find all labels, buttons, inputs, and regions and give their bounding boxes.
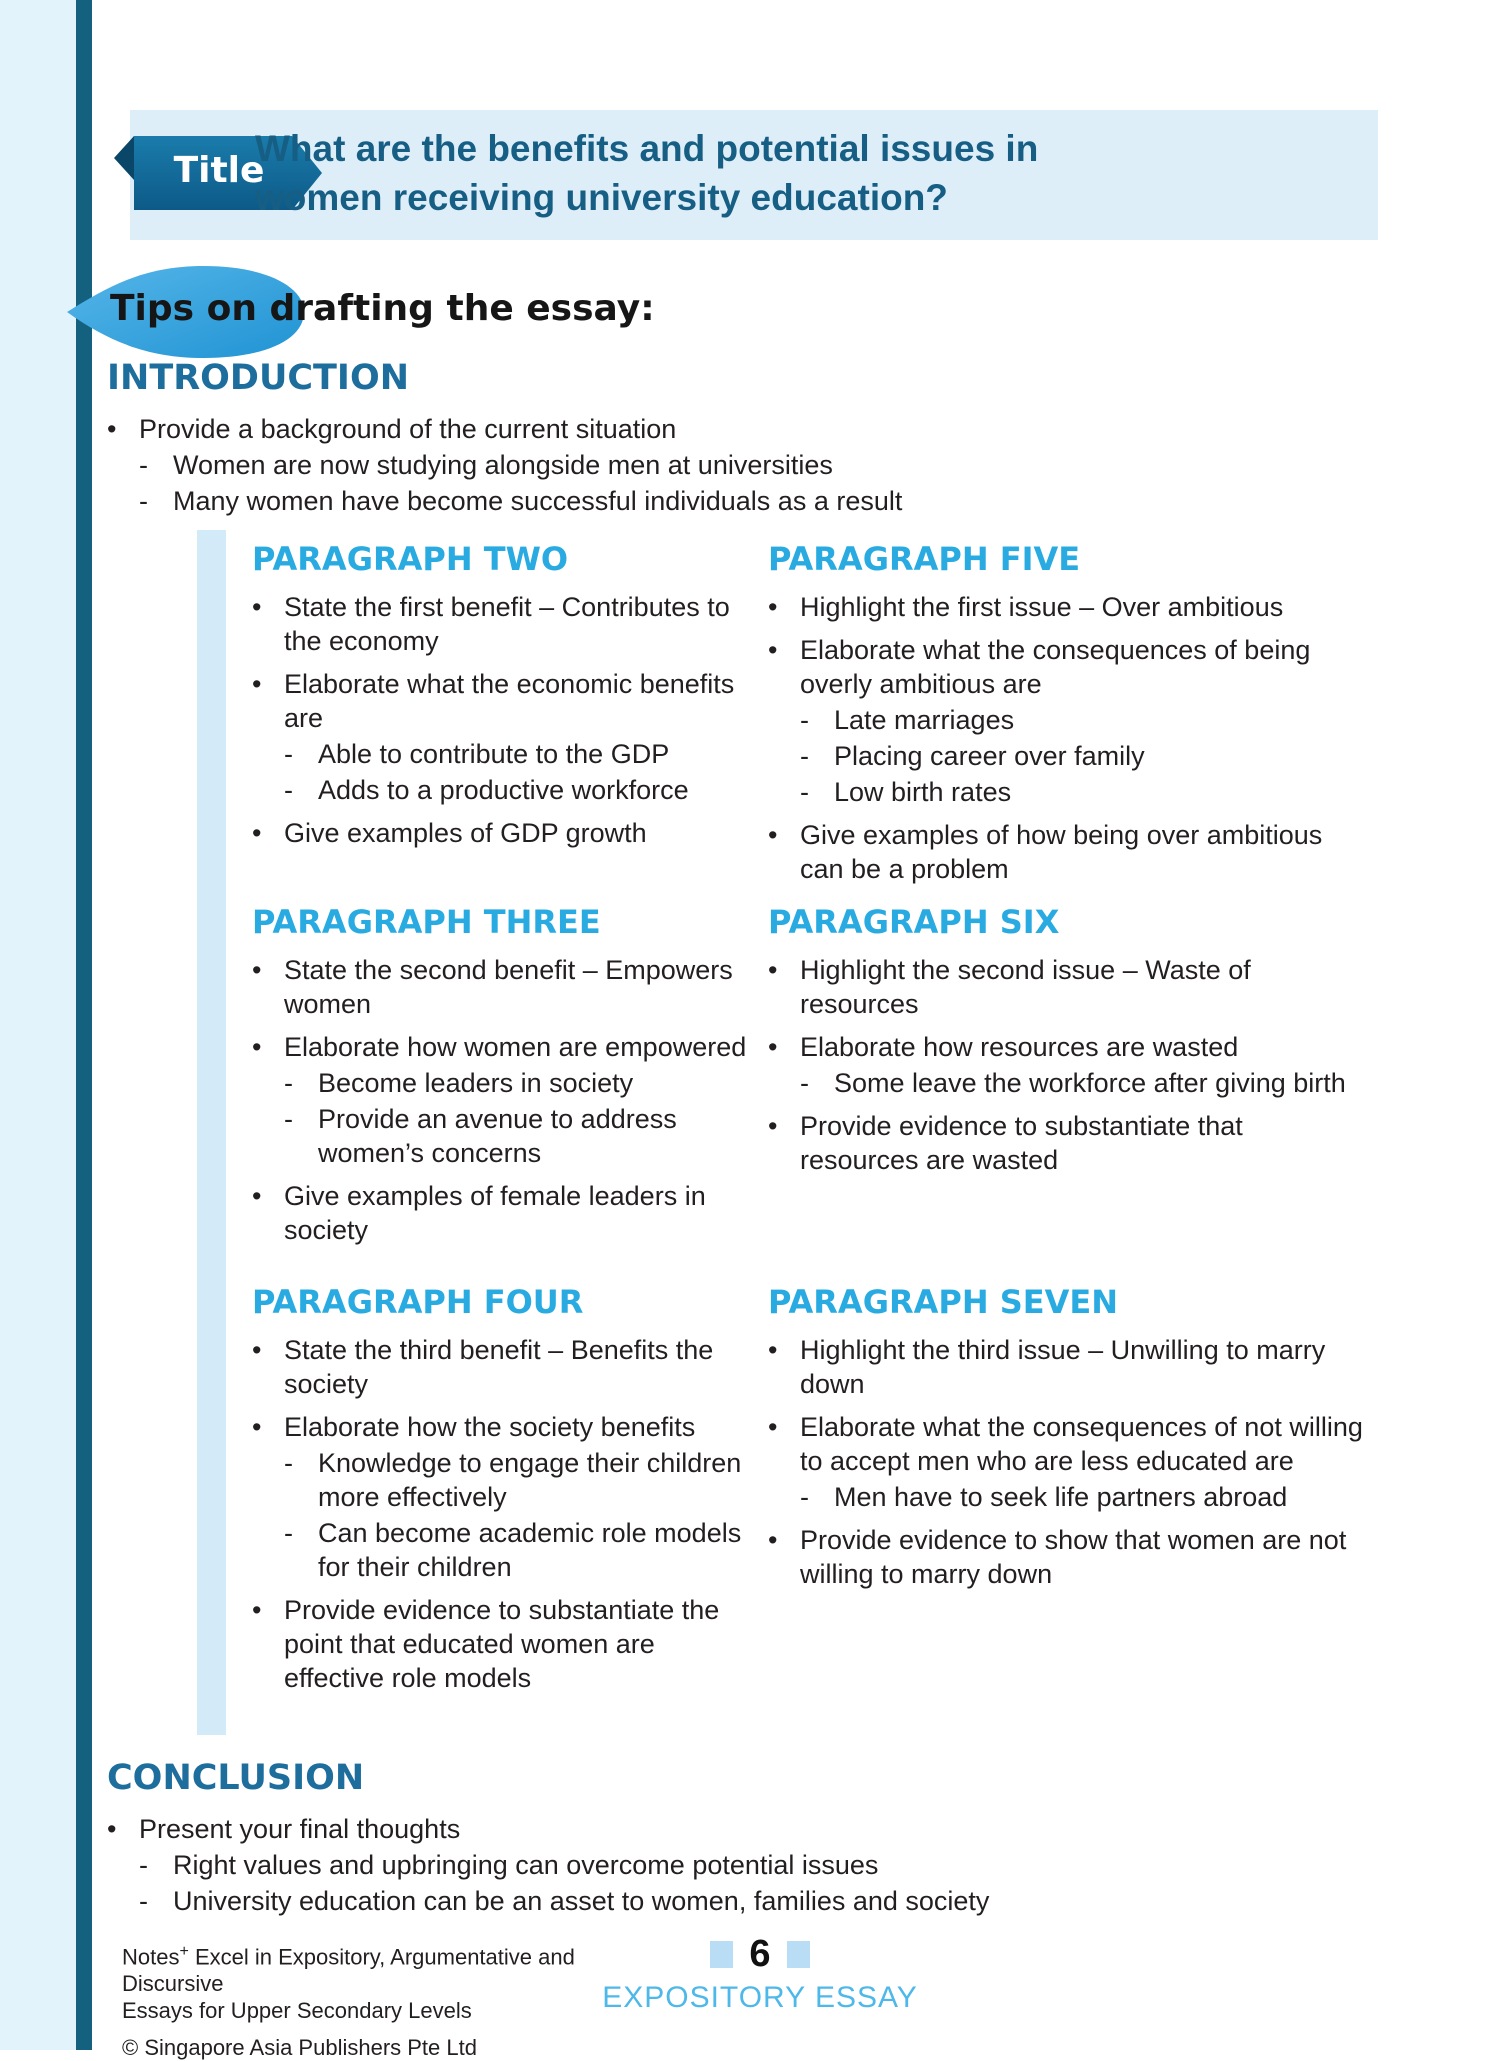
sub-text: - Adds to a productive workforce <box>318 775 689 805</box>
sub-text: - Knowledge to engage their children more effectively <box>318 1448 742 1512</box>
footer-book-info <box>122 1938 622 2061</box>
introduction-heading: INTRODUCTION <box>107 358 409 398</box>
page-number-square-left <box>710 1941 733 1968</box>
bullet-text: • Elaborate how women are empowered <box>284 1032 747 1062</box>
footer-book-title-line2: Essays for Upper Secondary Levels <box>122 1998 472 2024</box>
bullet-item <box>252 953 754 1021</box>
column-accent-bar <box>197 530 226 1735</box>
bullet-text: • Present your final thoughts <box>139 1814 461 1844</box>
conclusion-bullet <box>107 1812 1427 1918</box>
sub-text: - Many women have become successful individuals as a result <box>173 486 903 516</box>
sub-item <box>284 1516 754 1584</box>
sub-item <box>284 737 754 771</box>
conclusion-heading: CONCLUSION <box>107 1758 365 1798</box>
essay-title <box>255 124 1038 222</box>
bullet-item <box>252 1593 754 1695</box>
bullet-text: • Give examples of GDP growth <box>284 818 647 848</box>
sub-text: - Low birth rates <box>834 777 1012 807</box>
sub-text: - Men have to seek life partners abroad <box>834 1482 1288 1512</box>
bullet-item <box>768 953 1368 1021</box>
sub-item <box>800 739 1368 773</box>
sub-item <box>284 1066 754 1100</box>
bullet-item <box>768 1333 1388 1401</box>
title-banner <box>130 110 1378 240</box>
sub-text: - Able to contribute to the GDP <box>318 739 670 769</box>
sub-text: - Women are now studying alongside men at universities <box>173 450 833 480</box>
title-ribbon-label: Title <box>173 150 265 191</box>
footer-book-title <box>122 1938 622 1997</box>
section-paragraph-two <box>252 540 754 859</box>
bullet-text: • Highlight the first issue – Over ambitious <box>800 592 1284 622</box>
bullet-text: • State the second benefit – Empowers women <box>284 955 733 1019</box>
sub-text: - Can become academic role models for their children <box>318 1518 742 1582</box>
paragraph-seven-heading: PARAGRAPH SEVEN <box>768 1283 1119 1321</box>
tips-word: Tips <box>110 288 195 329</box>
footer-book-rest: Excel in Expository, Argumentative and Discursive <box>122 1944 575 1997</box>
bullet-item <box>768 1109 1368 1177</box>
bullet-item <box>252 590 754 658</box>
bullet-text: • Provide a background of the current situation <box>139 414 677 444</box>
sub-item <box>800 1066 1368 1100</box>
bullet-text: • Elaborate how the society benefits <box>284 1412 696 1442</box>
bullet-item <box>252 816 754 850</box>
sub-text: - Late marriages <box>834 705 1015 735</box>
bullet-item <box>252 667 754 807</box>
bullet-item <box>252 1179 754 1247</box>
paragraph-four-heading: PARAGRAPH FOUR <box>252 1283 584 1321</box>
series-label: EXPOSITORY ESSAY <box>602 1981 918 2014</box>
bullet-text: • Give examples of female leaders in society <box>284 1181 706 1245</box>
sub-text: - Provide an avenue to address women’s concerns <box>318 1104 677 1168</box>
page-number: 6 <box>749 1933 771 1975</box>
bullet-text: • Provide evidence to substantiate the point that educated women are effective role models <box>284 1595 720 1693</box>
section-conclusion <box>107 1758 1427 1927</box>
section-paragraph-seven <box>768 1283 1388 1600</box>
sub-item <box>139 1848 1427 1882</box>
footer-page-block <box>590 1933 930 2015</box>
bullet-text: • Elaborate what the consequences of being overly ambitious are <box>800 635 1311 699</box>
bullet-item <box>252 1333 754 1401</box>
essay-title-line2: women receiving university education? <box>255 177 948 218</box>
paragraph-six-heading: PARAGRAPH SIX <box>768 903 1060 941</box>
tips-rest: on drafting the essay: <box>194 288 655 329</box>
page-number-square-right <box>787 1941 810 1968</box>
bullet-item <box>768 1030 1368 1100</box>
sub-text: - Placing career over family <box>834 741 1145 771</box>
sub-item <box>139 484 1407 518</box>
bullet-item <box>252 1030 754 1170</box>
bullet-text: • Give examples of how being over ambitious can be a problem <box>800 820 1323 884</box>
paragraph-two-heading: PARAGRAPH TWO <box>252 540 569 578</box>
bullet-text: • State the third benefit – Benefits the society <box>284 1335 714 1399</box>
sub-item <box>284 773 754 807</box>
bullet-item <box>768 818 1368 886</box>
sub-item <box>800 1480 1388 1514</box>
sub-text: - Some leave the workforce after giving birth <box>834 1068 1346 1098</box>
sub-text: - Become leaders in society <box>318 1068 634 1098</box>
paragraph-three-heading: PARAGRAPH THREE <box>252 903 601 941</box>
bullet-item <box>252 1410 754 1584</box>
bullet-text: • State the first benefit – Contributes to the economy <box>284 592 730 656</box>
bullet-text: • Elaborate what the consequences of not willing to accept men who are less educated are <box>800 1412 1363 1476</box>
bullet-item <box>768 1410 1388 1514</box>
section-paragraph-five <box>768 540 1368 895</box>
tips-heading-text <box>110 288 655 329</box>
sub-item <box>139 448 1407 482</box>
section-paragraph-six <box>768 903 1368 1186</box>
bullet-text: • Highlight the second issue – Waste of resources <box>800 955 1251 1019</box>
sub-item <box>284 1446 754 1514</box>
bullet-text: • Highlight the third issue – Unwilling to marry down <box>800 1335 1326 1399</box>
footer-book-prefix: Notes <box>122 1944 180 1970</box>
bullet-text: • Provide evidence to substantiate that resources are wasted <box>800 1111 1243 1175</box>
sub-item <box>284 1102 754 1170</box>
bullet-item <box>768 590 1368 624</box>
footer-book-sup: + <box>179 1943 189 1960</box>
bullet-item <box>768 1523 1388 1591</box>
sub-item <box>800 703 1368 737</box>
tips-heading <box>64 262 764 362</box>
sub-item <box>139 1884 1427 1918</box>
essay-title-line1: What are the benefits and potential issues in <box>255 128 1039 169</box>
sub-text: - University education can be an asset to women, families and society <box>173 1886 990 1916</box>
bullet-text: • Elaborate what the economic benefits are <box>284 669 735 733</box>
footer-copyright: © Singapore Asia Publishers Pte Ltd <box>122 2035 477 2061</box>
sub-item <box>800 775 1368 809</box>
page-number-row <box>590 1933 930 1976</box>
section-introduction <box>107 358 1407 527</box>
intro-bullet <box>107 412 1407 518</box>
bullet-text: • Elaborate how resources are wasted <box>800 1032 1239 1062</box>
bullet-text: • Provide evidence to show that women are not willing to marry down <box>800 1525 1347 1589</box>
bullet-item <box>768 633 1368 809</box>
section-paragraph-four <box>252 1283 754 1704</box>
paragraph-five-heading: PARAGRAPH FIVE <box>768 540 1081 578</box>
sub-text: - Right values and upbringing can overcome potential issues <box>173 1850 879 1880</box>
section-paragraph-three <box>252 903 754 1256</box>
